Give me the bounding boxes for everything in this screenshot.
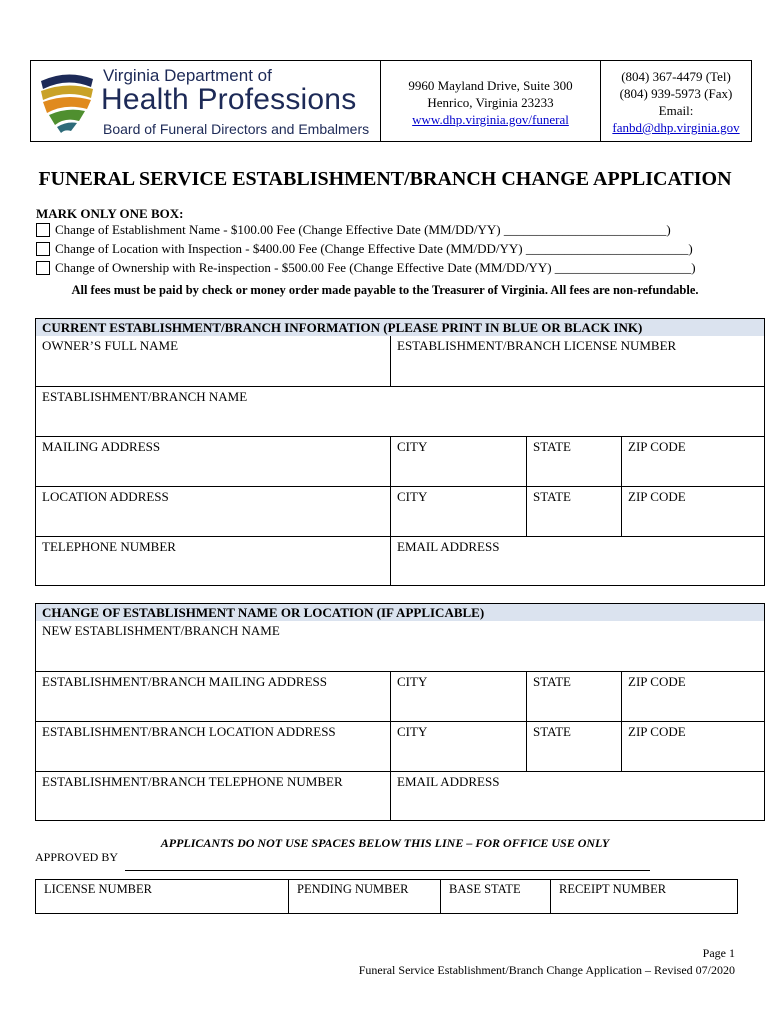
- mailing-address-field[interactable]: MAILING ADDRESS: [36, 437, 391, 487]
- email-field[interactable]: EMAIL ADDRESS: [397, 539, 500, 554]
- website-link[interactable]: www.dhp.virginia.gov/funeral: [412, 112, 569, 127]
- location-state-field[interactable]: STATE: [527, 487, 622, 537]
- new-name-field[interactable]: NEW ESTABLISHMENT/BRANCH NAME: [36, 621, 764, 672]
- location-zip-field[interactable]: ZIP CODE: [622, 487, 764, 537]
- mailing-city-field[interactable]: CITY: [391, 437, 527, 487]
- new-location-zip-field[interactable]: ZIP CODE: [622, 722, 764, 772]
- establishment-name-field[interactable]: ESTABLISHMENT/BRANCH NAME: [36, 387, 764, 437]
- form-title: FUNERAL SERVICE ESTABLISHMENT/BRANCH CHANGE APPLICATION: [38, 168, 732, 190]
- option-label: Change of Location with Inspection - $400.00 Fee (Change Effective Date (MM/DD/YY) _________________________): [55, 241, 693, 256]
- new-location-state-field[interactable]: STATE: [527, 722, 622, 772]
- header-box: [30, 60, 752, 142]
- option-name-change[interactable]: [36, 222, 671, 238]
- logo-line1: Virginia Department of: [103, 66, 272, 85]
- owner-name-field[interactable]: OWNER’S FULL NAME: [36, 336, 391, 387]
- logo-line3: Board of Funeral Directors and Embalmers: [103, 121, 370, 137]
- license-number-field[interactable]: ESTABLISHMENT/BRANCH LICENSE NUMBER: [391, 336, 764, 387]
- telephone-field[interactable]: TELEPHONE NUMBER: [36, 537, 391, 585]
- office-base-state: BASE STATE: [441, 880, 551, 913]
- address-cell: [381, 61, 601, 141]
- office-receipt-number: RECEIPT NUMBER: [559, 882, 667, 896]
- mark-only-label: MARK ONLY ONE BOX:: [36, 206, 184, 221]
- checkbox[interactable]: [36, 242, 50, 256]
- office-pending-number: PENDING NUMBER: [289, 880, 441, 913]
- contact-cell: [601, 61, 751, 141]
- new-mailing-address-field[interactable]: ESTABLISHMENT/BRANCH MAILING ADDRESS: [36, 672, 391, 722]
- new-mailing-zip-field[interactable]: ZIP CODE: [622, 672, 764, 722]
- option-label: Change of Ownership with Re-inspection - $500.00 Fee (Change Effective Date (MM/DD/YY) _____________________): [55, 260, 696, 275]
- logo-line2: Health Professions: [101, 83, 357, 116]
- location-city-field[interactable]: CITY: [391, 487, 527, 537]
- mailing-zip-field[interactable]: ZIP CODE: [622, 437, 764, 487]
- approved-by-label: APPROVED BY: [35, 850, 119, 864]
- checkbox[interactable]: [36, 223, 50, 237]
- mailing-state-field[interactable]: STATE: [527, 437, 622, 487]
- new-mailing-city-field[interactable]: CITY: [391, 672, 527, 722]
- email-label: Email:: [658, 103, 694, 118]
- new-location-address-field[interactable]: ESTABLISHMENT/BRANCH LOCATION ADDRESS: [36, 722, 391, 772]
- tel: (804) 367-4479 (Tel): [621, 69, 731, 84]
- office-use-table: [35, 879, 738, 914]
- change-section: [35, 603, 765, 821]
- address-line1: 9960 Mayland Drive, Suite 300: [408, 78, 573, 93]
- option-ownership-change[interactable]: [36, 260, 696, 276]
- location-address-field[interactable]: LOCATION ADDRESS: [36, 487, 391, 537]
- checkbox[interactable]: [36, 261, 50, 275]
- fax: (804) 939-5973 (Fax): [619, 86, 733, 101]
- page-number: Page 1: [702, 946, 735, 960]
- logo-cell: [31, 61, 381, 141]
- new-location-city-field[interactable]: CITY: [391, 722, 527, 772]
- dhp-logo-icon: [37, 67, 97, 135]
- option-label: Change of Establishment Name - $100.00 Fee (Change Effective Date (MM/DD/YY) _________________________): [55, 222, 671, 237]
- fees-note: All fees must be paid by check or money order made payable to the Treasurer of Virginia. All fees are non-refundable.: [71, 283, 699, 297]
- office-license-number: LICENSE NUMBER: [36, 880, 289, 913]
- office-use-note: APPLICANTS DO NOT USE SPACES BELOW THIS LINE – FOR OFFICE USE ONLY: [160, 836, 610, 850]
- email-link[interactable]: fanbd@dhp.virginia.gov: [612, 120, 740, 135]
- approved-by-line[interactable]: [125, 870, 650, 871]
- new-mailing-state-field[interactable]: STATE: [527, 672, 622, 722]
- new-email-field[interactable]: EMAIL ADDRESS: [397, 774, 500, 789]
- revision-note: Funeral Service Establishment/Branch Change Application – Revised 07/2020: [358, 963, 735, 977]
- new-telephone-field[interactable]: ESTABLISHMENT/BRANCH TELEPHONE NUMBER: [36, 772, 391, 820]
- current-info-heading: CURRENT ESTABLISHMENT/BRANCH INFORMATION (PLEASE PRINT IN BLUE OR BLACK INK): [36, 319, 764, 336]
- change-heading: CHANGE OF ESTABLISHMENT NAME OR LOCATION (IF APPLICABLE): [36, 604, 764, 621]
- address-line2: Henrico, Virginia 23233: [427, 95, 554, 110]
- current-info-section: [35, 318, 765, 586]
- option-location-change[interactable]: [36, 241, 693, 257]
